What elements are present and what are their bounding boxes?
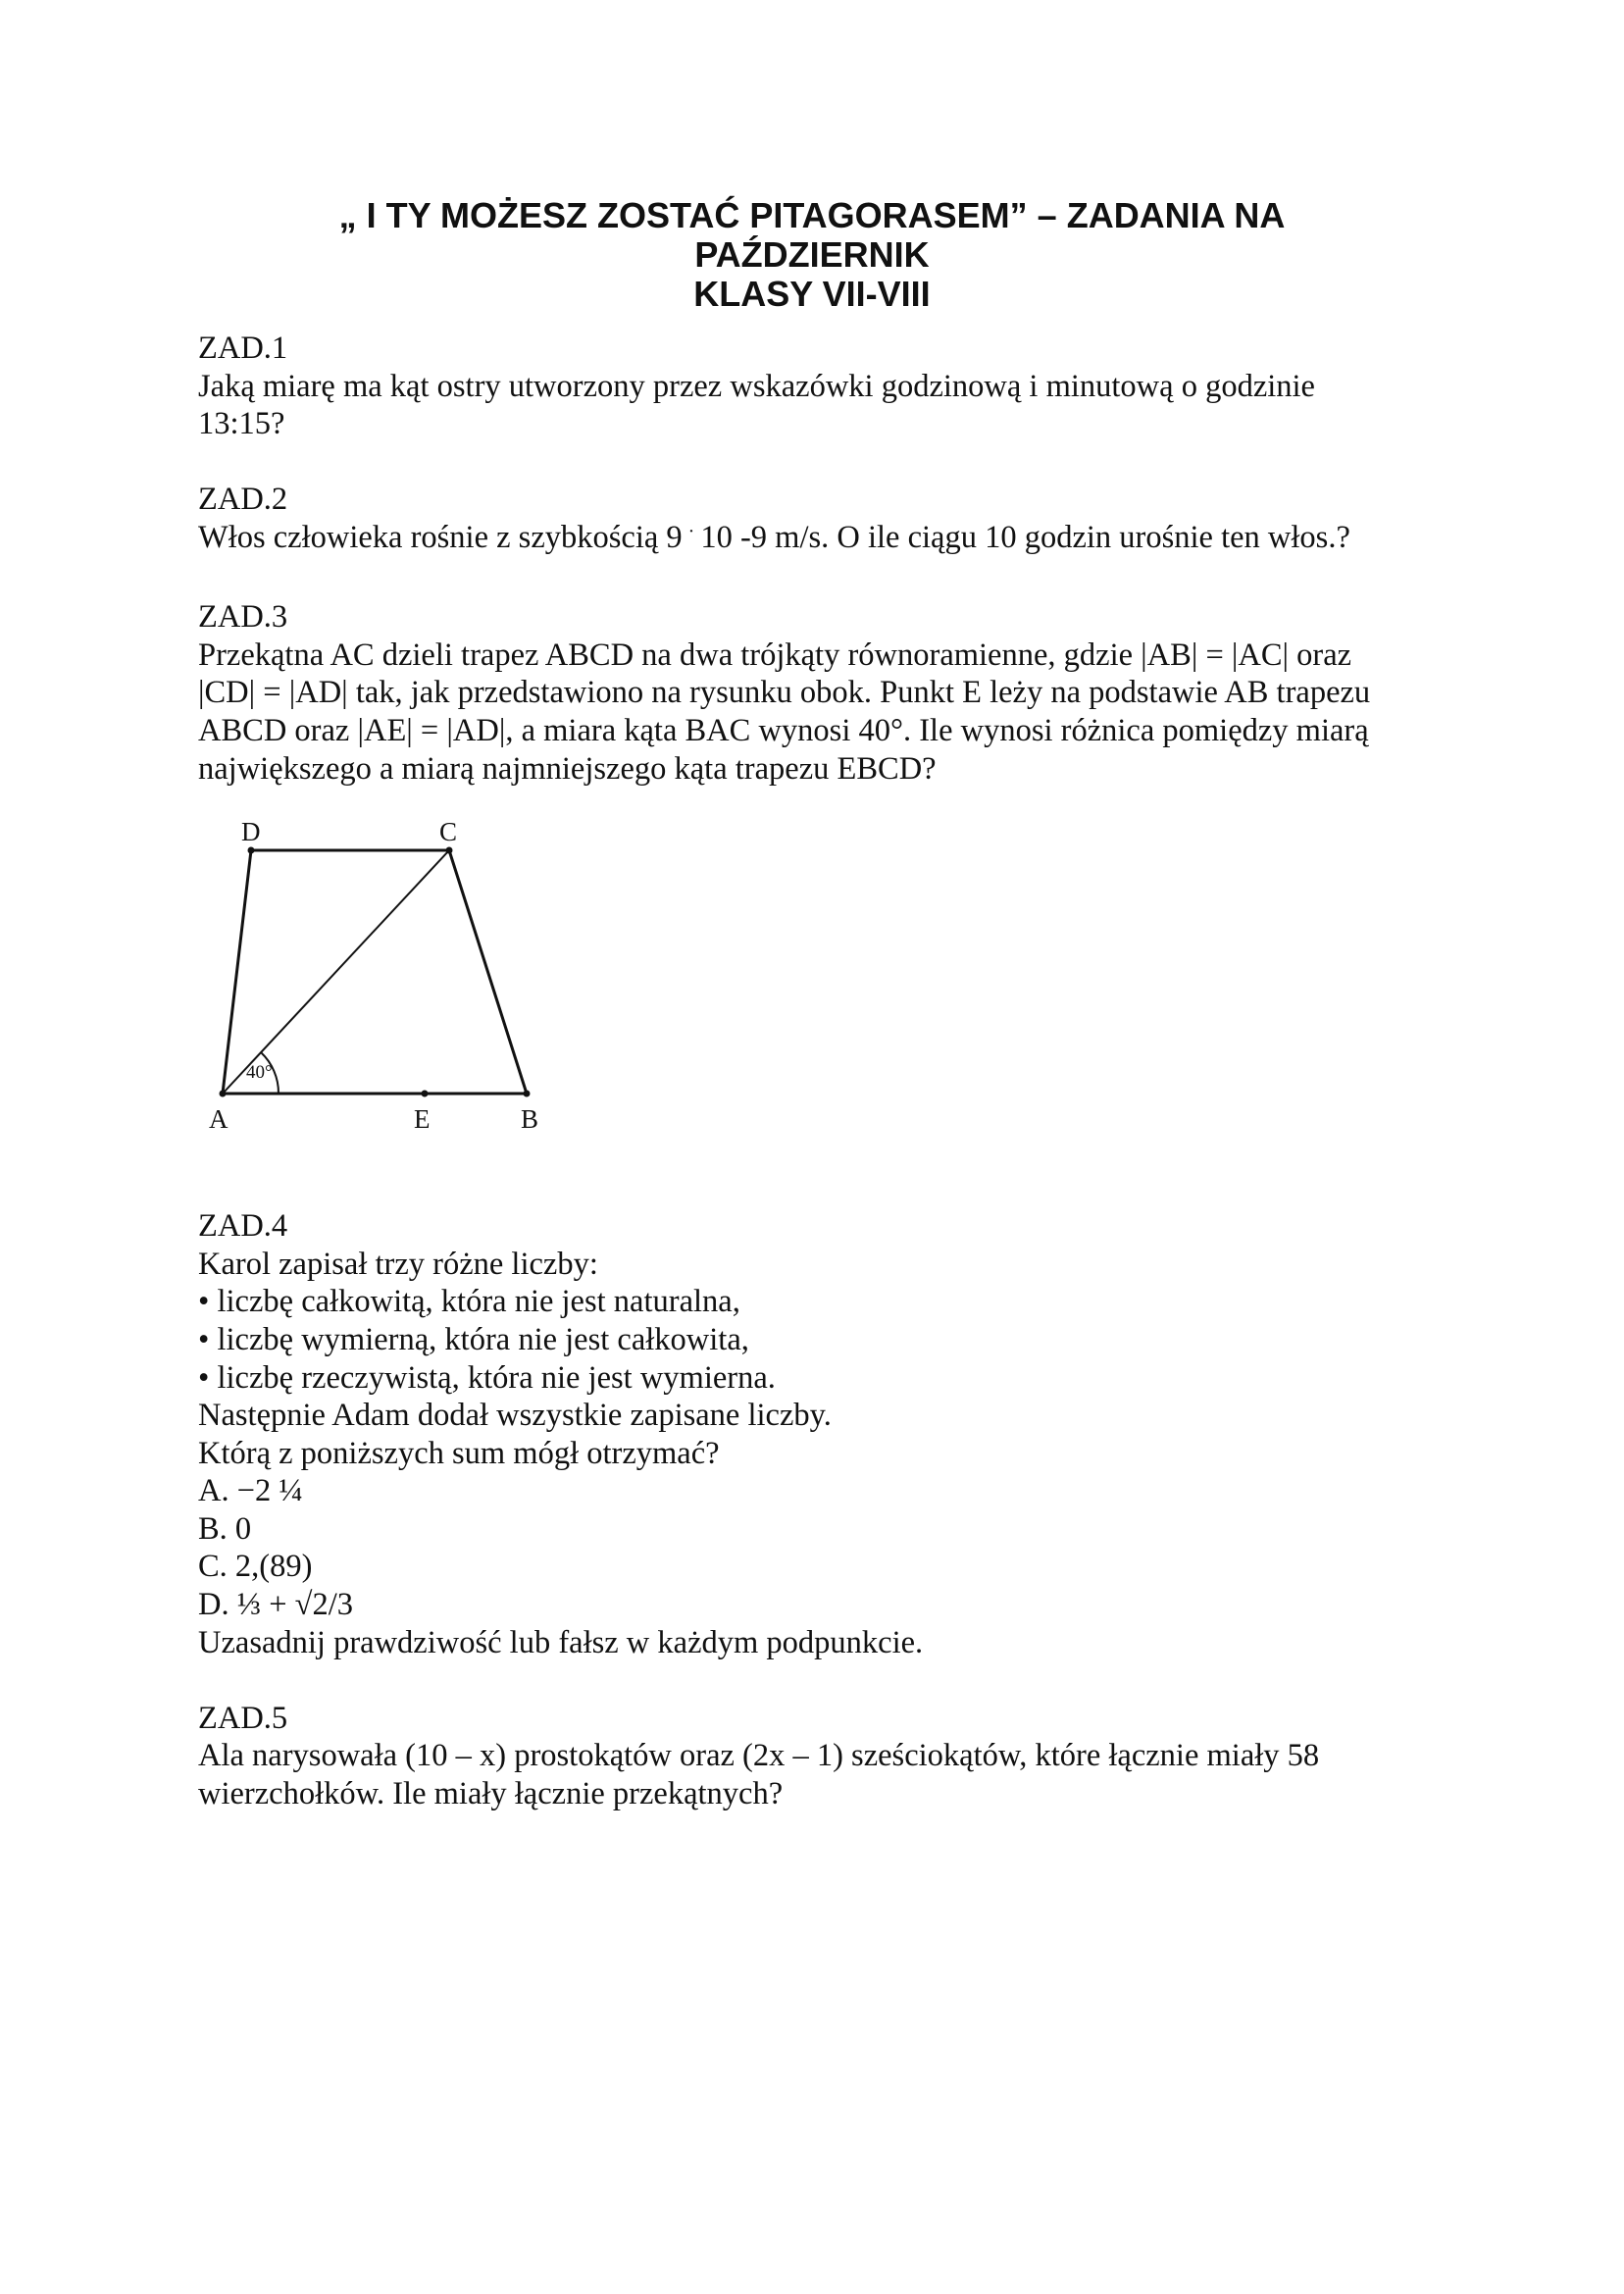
task-3-line: ABCD oraz |AE| = |AD|, a miara kąta BAC wynosi 40°. Ile wynosi różnica pomiędzy miarą xyxy=(198,712,1369,748)
title-line-2: PAŹDZIERNIK xyxy=(694,234,930,275)
task-2 xyxy=(198,481,1473,560)
task-5-label: ZAD.5 xyxy=(198,1700,288,1736)
point-label-e: E xyxy=(414,1104,431,1135)
task-3-line: |CD| = |AD| tak, jak przedstawiono na rysunku obok. Punkt E leży na podstawie AB trapezu xyxy=(198,675,1371,711)
point-e-dot xyxy=(422,1091,429,1097)
title-line-3: KLASY VII-VIII xyxy=(693,274,931,314)
vertex-a-dot xyxy=(220,1091,227,1097)
title-line-1: „ I TY MOŻESZ ZOSTAĆ PITAGORASEM” – ZADANIA NA xyxy=(338,195,1286,235)
task-5 xyxy=(198,1700,1473,1813)
task-2-text-post: 10 -9 m/s. O ile ciągu 10 godzin urośnie ten włos.? xyxy=(700,519,1350,555)
task-1 xyxy=(198,330,1473,443)
task-4-bullet: • liczbę rzeczywistą, która nie jest wymierna. xyxy=(198,1359,776,1396)
task-4-line: Karol zapisał trzy różne liczby: xyxy=(198,1246,598,1282)
document-title xyxy=(196,196,1428,314)
task-4-line: Uzasadnij prawdziwość lub fałsz w każdym podpunkcie. xyxy=(198,1624,924,1660)
task-1-line: 13:15? xyxy=(198,406,285,442)
task-4-option-b: B. 0 xyxy=(198,1510,252,1547)
multiplication-dot: · xyxy=(687,520,695,542)
task-4-option-c: C. 2,(89) xyxy=(198,1549,313,1585)
task-4 xyxy=(198,1207,1473,1661)
task-5-line: Ala narysowała (10 – x) prostokątów oraz (2x – 1) sześciokątów, które łącznie miały 58 xyxy=(198,1738,1320,1774)
task-4-bullet: • liczbę wymierną, która nie jest całkowita, xyxy=(198,1321,749,1357)
vertex-label-d: D xyxy=(241,817,261,847)
vertex-d-dot xyxy=(248,847,255,854)
task-2-label: ZAD.2 xyxy=(198,482,288,518)
task-1-line: Jaką miarę ma kąt ostry utworzony przez wskazówki godzinową i minutową o godzinie xyxy=(198,368,1315,404)
vertex-b-dot xyxy=(524,1091,531,1097)
task-2-text-pre: Włos człowieka rośnie z szybkością 9 xyxy=(198,519,683,555)
trapezoid-figure xyxy=(190,811,583,1145)
task-1-label: ZAD.1 xyxy=(198,331,288,366)
task-3-line: Przekątna AC dzieli trapez ABCD na dwa trójkąty równoramienne, gdzie |AB| = |AC| oraz xyxy=(198,637,1352,673)
angle-label: 40° xyxy=(246,1062,273,1084)
task-4-option-a: A. −2 ¼ xyxy=(198,1473,303,1509)
task-4-label: ZAD.4 xyxy=(198,1208,288,1245)
task-4-option-d: D. ⅓ + √2/3 xyxy=(198,1587,354,1623)
task-2-text xyxy=(198,519,1473,561)
vertex-label-c: C xyxy=(439,817,458,847)
trapezoid-outline xyxy=(223,850,527,1094)
task-4-line: Którą z poniższych sum mógł otrzymać? xyxy=(198,1435,720,1471)
vertex-label-b: B xyxy=(521,1104,539,1135)
vertex-c-dot xyxy=(446,847,453,854)
task-3 xyxy=(198,598,1473,788)
task-3-label: ZAD.3 xyxy=(198,599,288,636)
task-4-line: Następnie Adam dodał wszystkie zapisane liczby. xyxy=(198,1398,832,1434)
trapezoid-figure-area xyxy=(198,788,1473,1207)
task-3-line: największego a miarą najmniejszego kąta trapezu EBCD? xyxy=(198,750,937,787)
task-5-line: wierzchołków. Ile miały łącznie przekątnych? xyxy=(198,1776,784,1812)
task-4-bullet: • liczbę całkowitą, która nie jest naturalna, xyxy=(198,1284,740,1320)
tasks-content xyxy=(198,330,1473,1813)
vertex-label-a: A xyxy=(209,1104,228,1135)
diagonal-ac xyxy=(223,850,449,1094)
